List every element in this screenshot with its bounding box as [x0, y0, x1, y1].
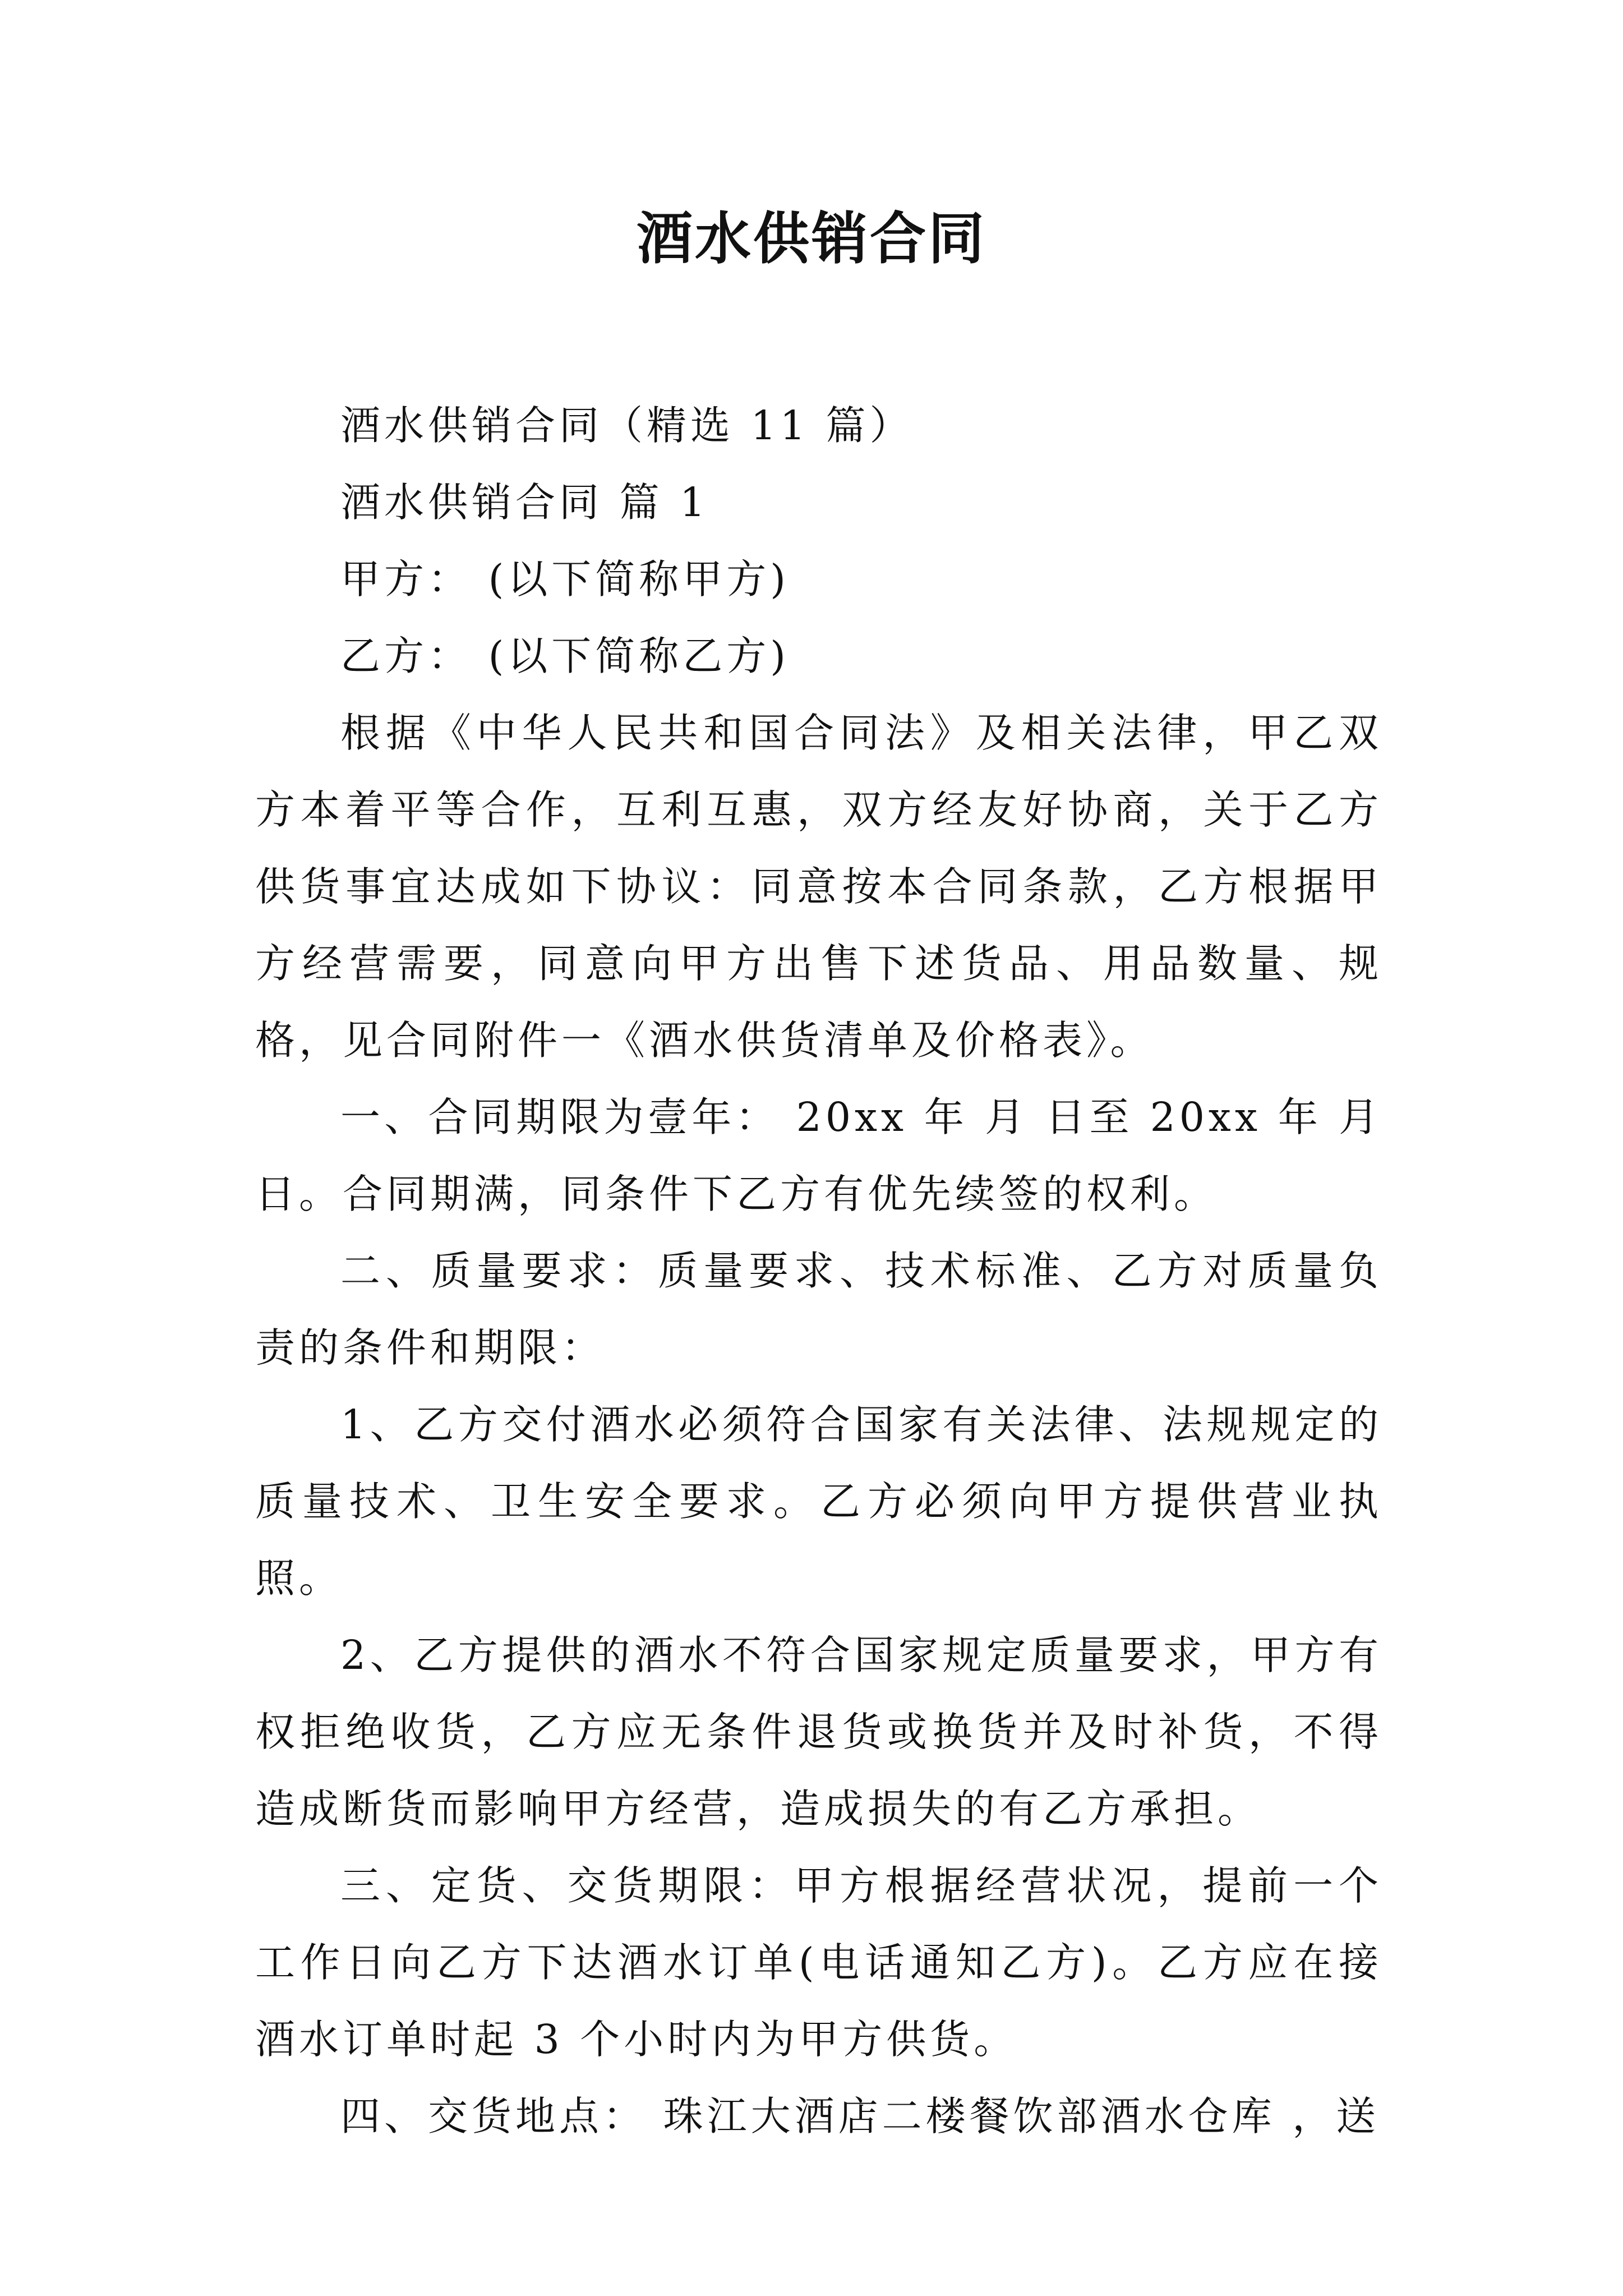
paragraph-quality-item-1: 1、乙方交付酒水必须符合国家有关法律、法规规定的质量技术、卫生安全要求。乙方必须向甲方提供营业执照。 [255, 1401, 1382, 1602]
paragraph-party-a: 甲方： (以下简称甲方) [340, 556, 790, 602]
document-title: 酒水供销合同 [637, 205, 986, 272]
paragraph-section-heading: 酒水供销合同 篇 1 [340, 479, 709, 526]
paragraph-quality-requirements: 二、质量要求：质量要求、技术标准、乙方对质量负责的条件和期限： [255, 1248, 1382, 1371]
paragraph-subtitle: 酒水供销合同（精选 11 篇） [340, 402, 914, 449]
paragraph-term: 一、合同期限为壹年： 20xx 年 月 日至 20xx 年 月 日。合同期满，同条件下乙方有优先续签的权利。 [255, 1094, 1382, 1217]
paragraph-quality-item-2: 2、乙方提供的酒水不符合国家规定质量要求，甲方有权拒绝收货，乙方应无条件退货或换货并及时补货，不得造成断货而影响甲方经营，造成损失的有乙方承担。 [255, 1632, 1382, 1832]
paragraph-preamble: 根据《中华人民共和国合同法》及相关法律，甲乙双方本着平等合作，互利互惠，双方经友好协商，关于乙方供货事宜达成如下协议：同意按本合同条款，乙方根据甲方经营需要，同意向甲方出售下述货品、用品数量、规格，见合同附件一《酒水供货清单及价格表》。 [255, 710, 1382, 1064]
document-body [255, 387, 1382, 2155]
paragraph-delivery-location: 四、交货地点： 珠江大酒店二楼餐饮部酒水仓库 ，送 [340, 2093, 1380, 2139]
paragraph-ordering-delivery: 三、定货、交货期限：甲方根据经营状况，提前一个工作日向乙方下达酒水订单(电话通知乙方)。乙方应在接酒水订单时起 3 个小时内为甲方供货。 [255, 1862, 1382, 2063]
paragraph-party-b: 乙方： (以下简称乙方) [340, 633, 790, 679]
